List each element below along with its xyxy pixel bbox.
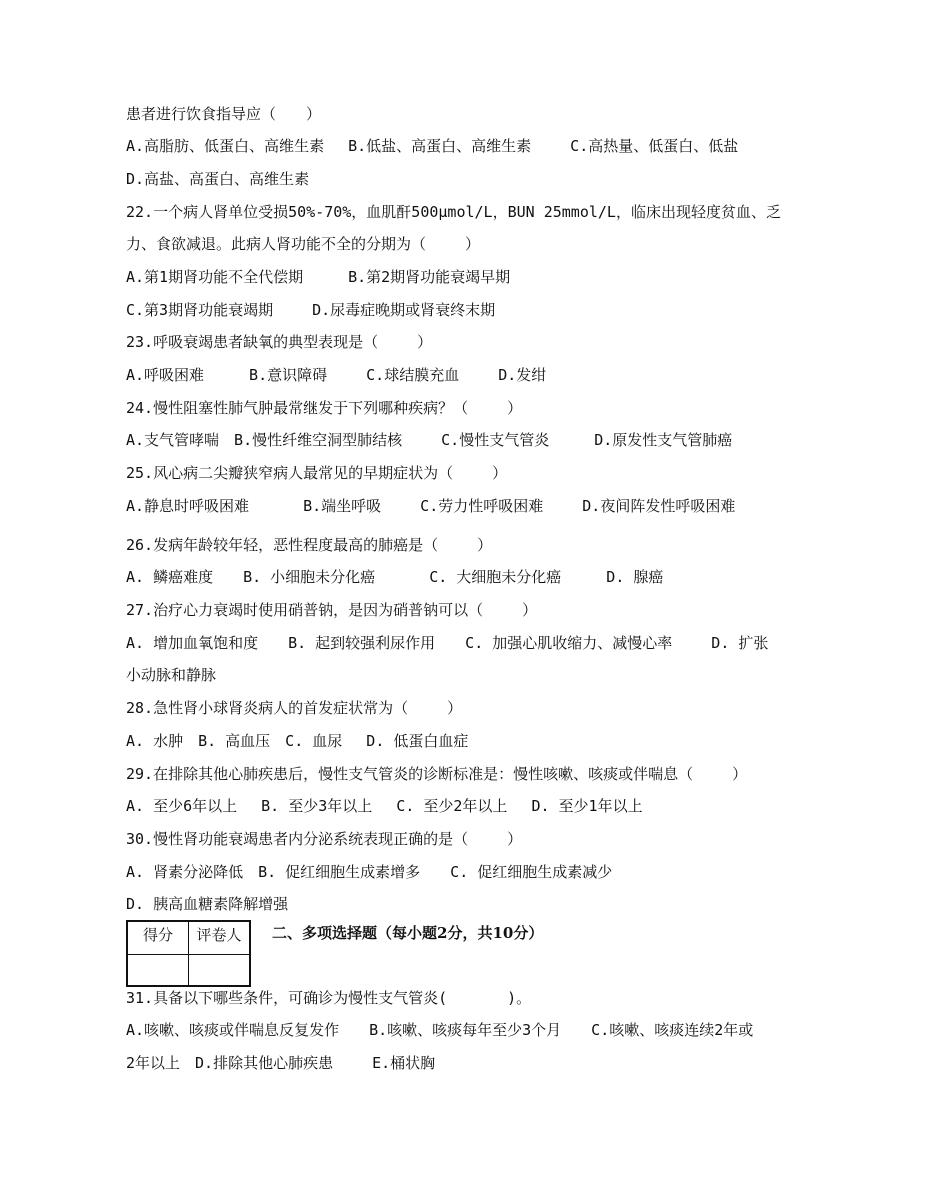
score-label: 得分 [127,921,189,955]
text-line: A. 至少6年以上 B. 至少3年以上 C. 至少2年以上 D. 至少1年以上 [126,797,643,815]
section-title: 二、多项选择题（每小题2分，共10分） [272,924,544,942]
text-line: A.高脂肪、低蛋白、高维生素 B.低盐、高蛋白、高维生素 C.高热量、低蛋白、低盐 [126,137,739,155]
score-table [126,920,251,987]
text-line: 27.治疗心力衰竭时使用硝普钠，是因为硝普钠可以（ ） [126,601,538,619]
text-line: 22.一个病人肾单位受损50%-70%，血肌酐500μmol/L，BUN 25mmol/L，临床出现轻度贫血、乏 [126,203,781,221]
text-line: 力、食欲减退。此病人肾功能不全的分期为（ ） [126,235,481,253]
text-line: A.第1期肾功能不全代偿期 B.第2期肾功能衰竭早期 [126,268,511,286]
text-line: 29.在排除其他心肺疾患后，慢性支气管炎的诊断标准是：慢性咳嗽、咳痰或伴喘息（ ） [126,765,748,783]
text-line: 31.具备以下哪些条件，可确诊为慢性支气管炎( )。 [126,989,532,1007]
text-line: 23.呼吸衰竭患者缺氧的典型表现是（ ） [126,333,433,351]
text-line: 30.慢性肾功能衰竭患者内分泌系统表现正确的是（ ） [126,830,523,848]
text-line: A. 水肿 B. 高血压 C. 血尿 D. 低蛋白血症 [126,732,469,750]
text-line: A.支气管哮喘 B.慢性纤维空洞型肺结核 C.慢性支气管炎 D.原发性支气管肺癌 [126,431,733,449]
grader-label: 评卷人 [189,921,251,955]
text-line: 25.风心病二尖瓣狭窄病人最常见的早期症状为（ ） [126,464,508,482]
text-line: A. 增加血氧饱和度 B. 起到较强利尿作用 C. 加强心肌收缩力、减慢心率 D. 扩张 [126,634,769,652]
text-line: 患者进行饮食指导应（ ） [126,105,322,123]
text-line: C.第3期肾功能衰竭期 D.尿毒症晚期或肾衰终末期 [126,301,496,319]
text-line: A.呼吸困难 B.意识障碍 C.球结膜充血 D.发绀 [126,366,547,384]
text-line: 24.慢性阻塞性肺气肿最常继发于下列哪种疾病？（ ） [126,399,523,417]
text-line: 小动脉和静脉 [126,666,217,684]
text-line: 28.急性肾小球肾炎病人的首发症状常为（ ） [126,699,463,717]
text-line: A.静息时呼吸困难 B.端坐呼吸 C.劳力性呼吸困难 D.夜间阵发性呼吸困难 [126,497,736,515]
score-cell[interactable] [127,955,189,987]
text-line: A.咳嗽、咳痰或伴喘息反复发作 B.咳嗽、咳痰每年至少3个月 C.咳嗽、咳痰连续2年或 [126,1021,754,1039]
text-line: 26.发病年龄较年轻，恶性程度最高的肺癌是（ ） [126,536,493,554]
text-line: D. 胰高血糖素降解增强 [126,895,289,913]
grader-cell[interactable] [189,955,251,987]
text-line: A. 鳞癌难度 B. 小细胞未分化癌 C. 大细胞未分化癌 D. 腺癌 [126,568,664,586]
text-line: A. 肾素分泌降低 B. 促红细胞生成素增多 C. 促红细胞生成素减少 [126,863,613,881]
text-line: D.高盐、高蛋白、高维生素 [126,170,310,188]
text-line: 2年以上 D.排除其他心肺疾患 E.桶状胸 [126,1054,436,1072]
